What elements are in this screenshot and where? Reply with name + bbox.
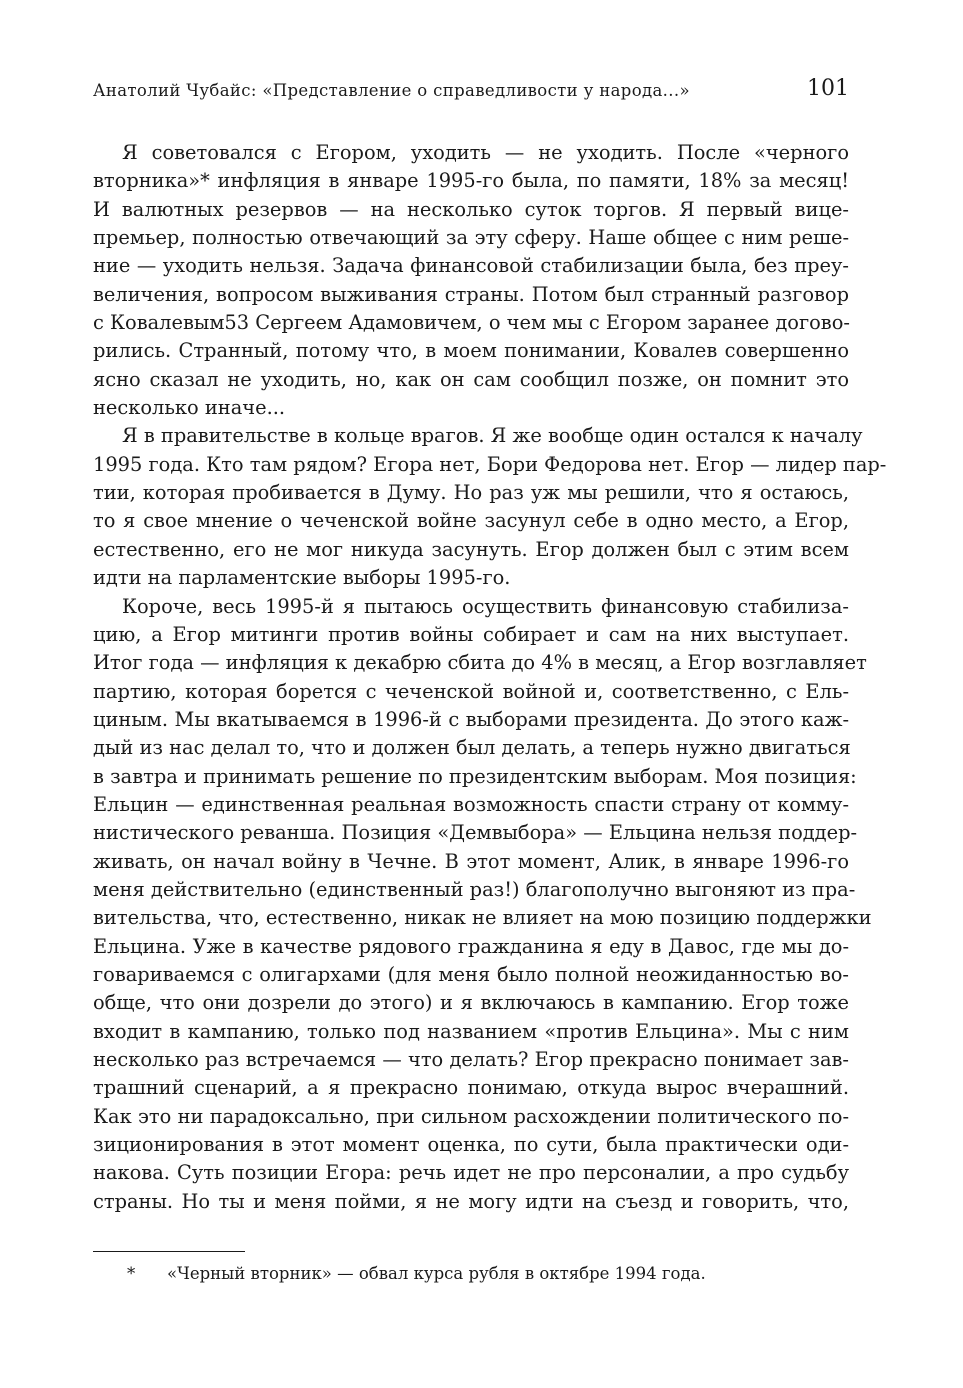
text-line: вительства, что, естественно, никак не влияет на мою позицию поддержки (93, 906, 872, 930)
text-line: Итог года — инфляция к декабрю сбита до 4% в месяц, а Егор возглавляет (93, 651, 867, 675)
page-number: 101 (807, 76, 849, 101)
text-line: партию, которая борется с чеченской войной и, соответственно, с Ель- (93, 679, 849, 703)
text-line: говариваемся с олигархами (для меня было полной неожиданностью во- (93, 962, 849, 986)
text-line: с Ковалевым53 Сергеем Адамовичем, о чем мы с Егором заранее догово- (93, 311, 850, 335)
text-line: Я в правительстве в кольце врагов. Я же вообще один остался к началу (122, 424, 863, 448)
text-line: премьер, полностью отвечающий за эту сферу. Наше общее с ним реше- (93, 226, 849, 250)
text-line: величения, вопросом выживания страны. Потом был странный разговор (93, 282, 849, 306)
text-line: меня действительно (единственный раз!) благополучно выгоняют из пра- (93, 877, 856, 901)
running-title: Анатолий Чубайс: «Представление о справедливости у народа...» (93, 81, 690, 100)
text-line: Ельцина. Уже в качестве рядового гражданина я еду в Давос, где мы до- (93, 934, 849, 958)
text-line: страны. Но ты и меня пойми, я не могу идти на съезд и говорить, что, (93, 1189, 849, 1213)
footnote-mark: * (127, 1264, 136, 1283)
text-line: нистического реванша. Позиция «Демвыбора» — Ельцина нельзя поддер- (93, 821, 858, 845)
text-line: циным. Мы вкатываемся в 1996-й с выборами президента. До этого каж- (93, 707, 849, 731)
text-line: Как это ни парадоксально, при сильном расхождении политического по- (93, 1104, 849, 1128)
text-line: несколько иначе... (93, 396, 286, 420)
running-head (93, 78, 849, 104)
text-line: Короче, весь 1995-й я пытаюсь осуществить финансовую стабилиза- (122, 594, 849, 618)
text-line: Я советовался с Егором, уходить — не уходить. После «черного (122, 141, 849, 164)
text-line: обще, что они дозрели до этого) и я включаюсь в кампанию. Егор тоже (93, 991, 849, 1015)
text-line: входит в кампанию, только под названием «против Ельцина». Мы с ним (93, 1019, 849, 1043)
text-line: Ельцин — единственная реальная возможность спасти страну от комму- (93, 792, 849, 816)
text-line: накова. Суть позиции Егора: речь идет не про персоналии, а про судьбу (93, 1161, 849, 1185)
paragraph-1 (93, 139, 849, 422)
text-line: вторника»* инфляция в январе 1995-го была, по памяти, 18% за месяц! (93, 169, 849, 193)
text-line: несколько раз встречаемся — что делать? Егор прекрасно понимает зав- (93, 1048, 849, 1071)
text-line: 1995 года. Кто там рядом? Егора нет, Бори Федорова нет. Егор — лидер пар- (93, 452, 887, 476)
paragraph-3 (93, 593, 872, 1217)
text-line: И валютных резервов — на несколько суток торгов. Я первый вице- (93, 197, 849, 221)
footnote-text: «Черный вторник» — обвал курса рубля в октябре 1994 года. (167, 1264, 706, 1283)
text-line: естественно, его не мог никуда засунуть. Егор должен был с этим всем (93, 537, 849, 561)
text-line: трашний сценарий, а я прекрасно понимаю, откуда вырос вчерашний. (93, 1076, 849, 1100)
body-text (93, 139, 887, 1216)
text-line: зиционирования в этот момент оценка, по сути, была практически оди- (93, 1133, 849, 1157)
text-line: ясно сказал не уходить, но, как он сам сообщил позже, он помнит это (93, 367, 849, 391)
text-line: идти на парламентские выборы 1995-го. (93, 566, 511, 590)
text-line: тии, которая пробивается в Думу. Но раз уж мы решили, что я остаюсь, (93, 481, 849, 505)
text-line: в завтра и принимать решение по президентским выборам. Моя позиция: (93, 764, 857, 788)
text-line: дый из нас делал то, что и должен был делать, а теперь нужно двигаться (93, 736, 851, 760)
text-line: живать, он начал войну в Чечне. В этот момент, Алик, в январе 1996-го (93, 849, 849, 873)
text-line: рились. Странный, потому что, в моем понимании, Ковалев совершенно (93, 339, 849, 363)
paragraph-2 (93, 422, 887, 592)
footnote-divider (93, 1251, 245, 1252)
text-line: ние — уходить нельзя. Задача финансовой стабилизации была, без преу- (93, 254, 849, 278)
text-line: то я свое мнение о чеченской войне засунул себе в одно место, а Егор, (93, 509, 849, 533)
text-line: цию, а Егор митинги против войны собирает и сам на них выступает. (93, 622, 849, 646)
